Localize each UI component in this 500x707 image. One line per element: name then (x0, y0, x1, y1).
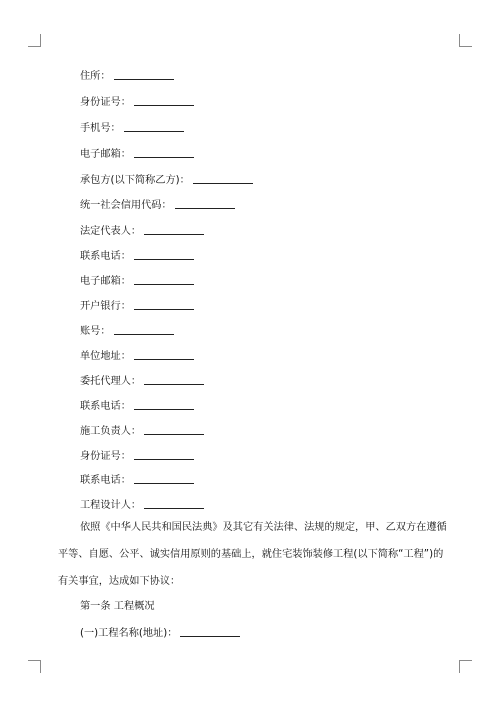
field-label: 联系电话： (80, 401, 131, 412)
field-company-address (80, 350, 194, 364)
bottom-left-crop-mark (28, 660, 41, 673)
field-label: 联系电话： (80, 475, 131, 486)
field-credit-code (80, 199, 235, 213)
fill-line (134, 409, 194, 410)
fill-line (134, 309, 194, 310)
fill-line (144, 434, 204, 435)
field-label: 账号： (80, 326, 111, 337)
section-heading (80, 600, 155, 614)
field-email-2 (80, 275, 194, 289)
field-contractor (80, 174, 253, 188)
field-bank (80, 300, 194, 314)
field-label: 承包方(以下简称乙方)： (80, 175, 190, 186)
field-id-number (80, 96, 194, 110)
fill-line (114, 79, 174, 80)
field-label: 电子邮箱： (80, 276, 131, 287)
fill-line (134, 359, 194, 360)
field-id-number-2 (80, 450, 194, 464)
fill-line (144, 508, 204, 509)
field-label: 开户银行： (80, 301, 131, 312)
field-contact-phone (80, 250, 194, 264)
fill-line (124, 131, 184, 132)
field-label: 电子邮箱： (80, 149, 131, 160)
field-label: 施工负责人： (80, 426, 142, 437)
fill-line (180, 636, 240, 637)
field-designer (80, 499, 204, 513)
fill-line (114, 334, 174, 335)
field-email (80, 148, 194, 162)
paragraph-body: 依照《中华人民共和国民法典》及其它有关法律、法规的规定，甲、乙双方在遵循平等、自愿、公平、诚实信用原则的基础上，就住宅装饰装修工程(以下简称“工程”)的有关事宜，达成如下协议： (58, 522, 447, 587)
field-address (80, 70, 174, 84)
fill-line (175, 208, 235, 209)
field-label: 住所： (80, 71, 111, 82)
top-right-crop-mark (459, 34, 472, 47)
fill-line (134, 105, 194, 106)
field-legal-representative (80, 225, 204, 239)
top-left-crop-mark (28, 34, 41, 47)
field-label: 联系电话： (80, 251, 131, 262)
field-label: 工程设计人： (80, 500, 142, 511)
fill-line (144, 384, 204, 385)
fill-line (134, 284, 194, 285)
section-title: 第一条 工程概况 (80, 601, 155, 612)
fill-line (144, 234, 204, 235)
field-label: 统一社会信用代码： (80, 200, 172, 211)
bottom-right-crop-mark (459, 660, 472, 673)
field-project-name (80, 627, 240, 641)
fill-line (193, 183, 253, 184)
agreement-paragraph (58, 514, 447, 595)
field-site-manager (80, 425, 204, 439)
fill-line (134, 157, 194, 158)
fill-line (134, 483, 194, 484)
field-mobile (80, 122, 184, 136)
field-label: 手机号： (80, 123, 121, 134)
fill-line (134, 259, 194, 260)
fill-line (134, 459, 194, 460)
field-contact-phone-3 (80, 474, 194, 488)
field-contact-phone-2 (80, 400, 194, 414)
field-account (80, 325, 174, 339)
field-agent (80, 375, 204, 389)
field-label: 身份证号： (80, 451, 131, 462)
field-label: 单位地址： (80, 351, 131, 362)
field-label: 身份证号： (80, 97, 131, 108)
field-label: 法定代表人： (80, 226, 142, 237)
agreement-text (58, 514, 447, 595)
field-label: (一)工程名称(地址)： (80, 628, 178, 639)
field-label: 委托代理人： (80, 376, 142, 387)
